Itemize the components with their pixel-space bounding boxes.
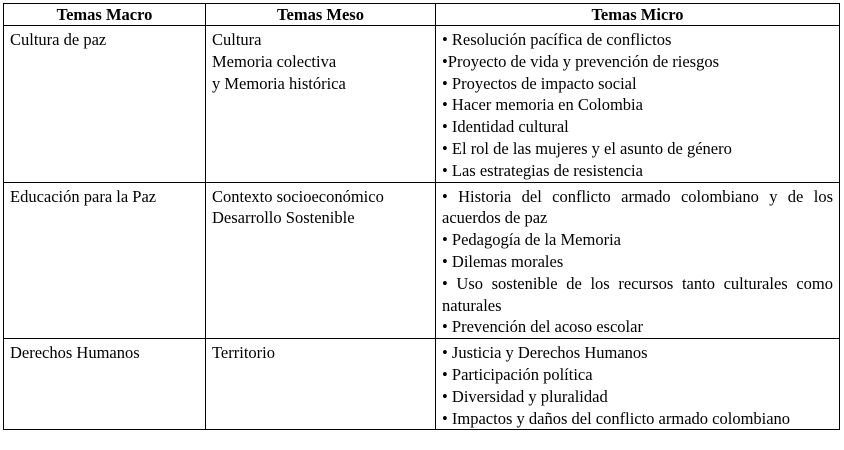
- micro-theme: • Prevención del acoso escolar: [442, 317, 643, 337]
- micro-theme: • Las estrategias de resistencia: [442, 160, 643, 180]
- micro-cell: [436, 182, 840, 339]
- header-micro: Temas Micro: [436, 4, 840, 26]
- meso-theme: Memoria colectiva: [212, 51, 337, 71]
- meso-cell: [206, 26, 436, 183]
- micro-theme: • El rol de las mujeres y el asunto de género: [442, 138, 732, 158]
- macro-cell: [4, 182, 206, 339]
- micro-theme: • Dilemas morales: [442, 251, 564, 271]
- micro-theme: • Justicia y Derechos Humanos: [442, 343, 648, 363]
- micro-theme: • Impactos y daños del conflicto armado colombiano: [442, 408, 791, 428]
- meso-theme: Contexto socioeconómico: [212, 186, 384, 206]
- macro-theme: Educación para la Paz: [10, 186, 157, 206]
- micro-theme: • Diversidad y pluralidad: [442, 386, 608, 406]
- micro-theme: • Proyectos de impacto social: [442, 73, 637, 93]
- table-row: [4, 182, 840, 339]
- meso-theme: Cultura: [212, 30, 262, 49]
- meso-theme: y Memoria histórica: [212, 73, 346, 93]
- micro-theme: • Uso sostenible de los recursos tanto culturales como naturales: [442, 273, 833, 315]
- table-row: [4, 339, 840, 430]
- micro-theme: • Historia del conflicto armado colombiano y de los acuerdos de paz: [442, 186, 833, 228]
- micro-theme: • Identidad cultural: [442, 117, 569, 137]
- micro-theme: •Proyecto de vida y prevención de riesgos: [442, 51, 720, 71]
- themes-table: [3, 3, 840, 430]
- macro-theme: Derechos Humanos: [10, 343, 140, 363]
- micro-theme: • Participación política: [442, 364, 593, 384]
- header-row: [4, 4, 840, 26]
- meso-cell: [206, 182, 436, 339]
- macro-theme: Cultura de paz: [10, 30, 107, 49]
- macro-cell: [4, 26, 206, 183]
- table-row: [4, 26, 840, 183]
- meso-theme: Territorio: [212, 343, 275, 363]
- header-macro: Temas Macro: [4, 4, 206, 26]
- micro-cell: [436, 26, 840, 183]
- micro-theme: • Hacer memoria en Colombia: [442, 95, 643, 115]
- meso-theme: Desarrollo Sostenible: [212, 208, 355, 228]
- meso-cell: [206, 339, 436, 430]
- micro-cell: [436, 339, 840, 430]
- header-meso: Temas Meso: [206, 4, 436, 26]
- micro-theme: • Resolución pacífica de conflictos: [442, 30, 672, 49]
- macro-cell: [4, 339, 206, 430]
- micro-theme: • Pedagogía de la Memoria: [442, 230, 621, 250]
